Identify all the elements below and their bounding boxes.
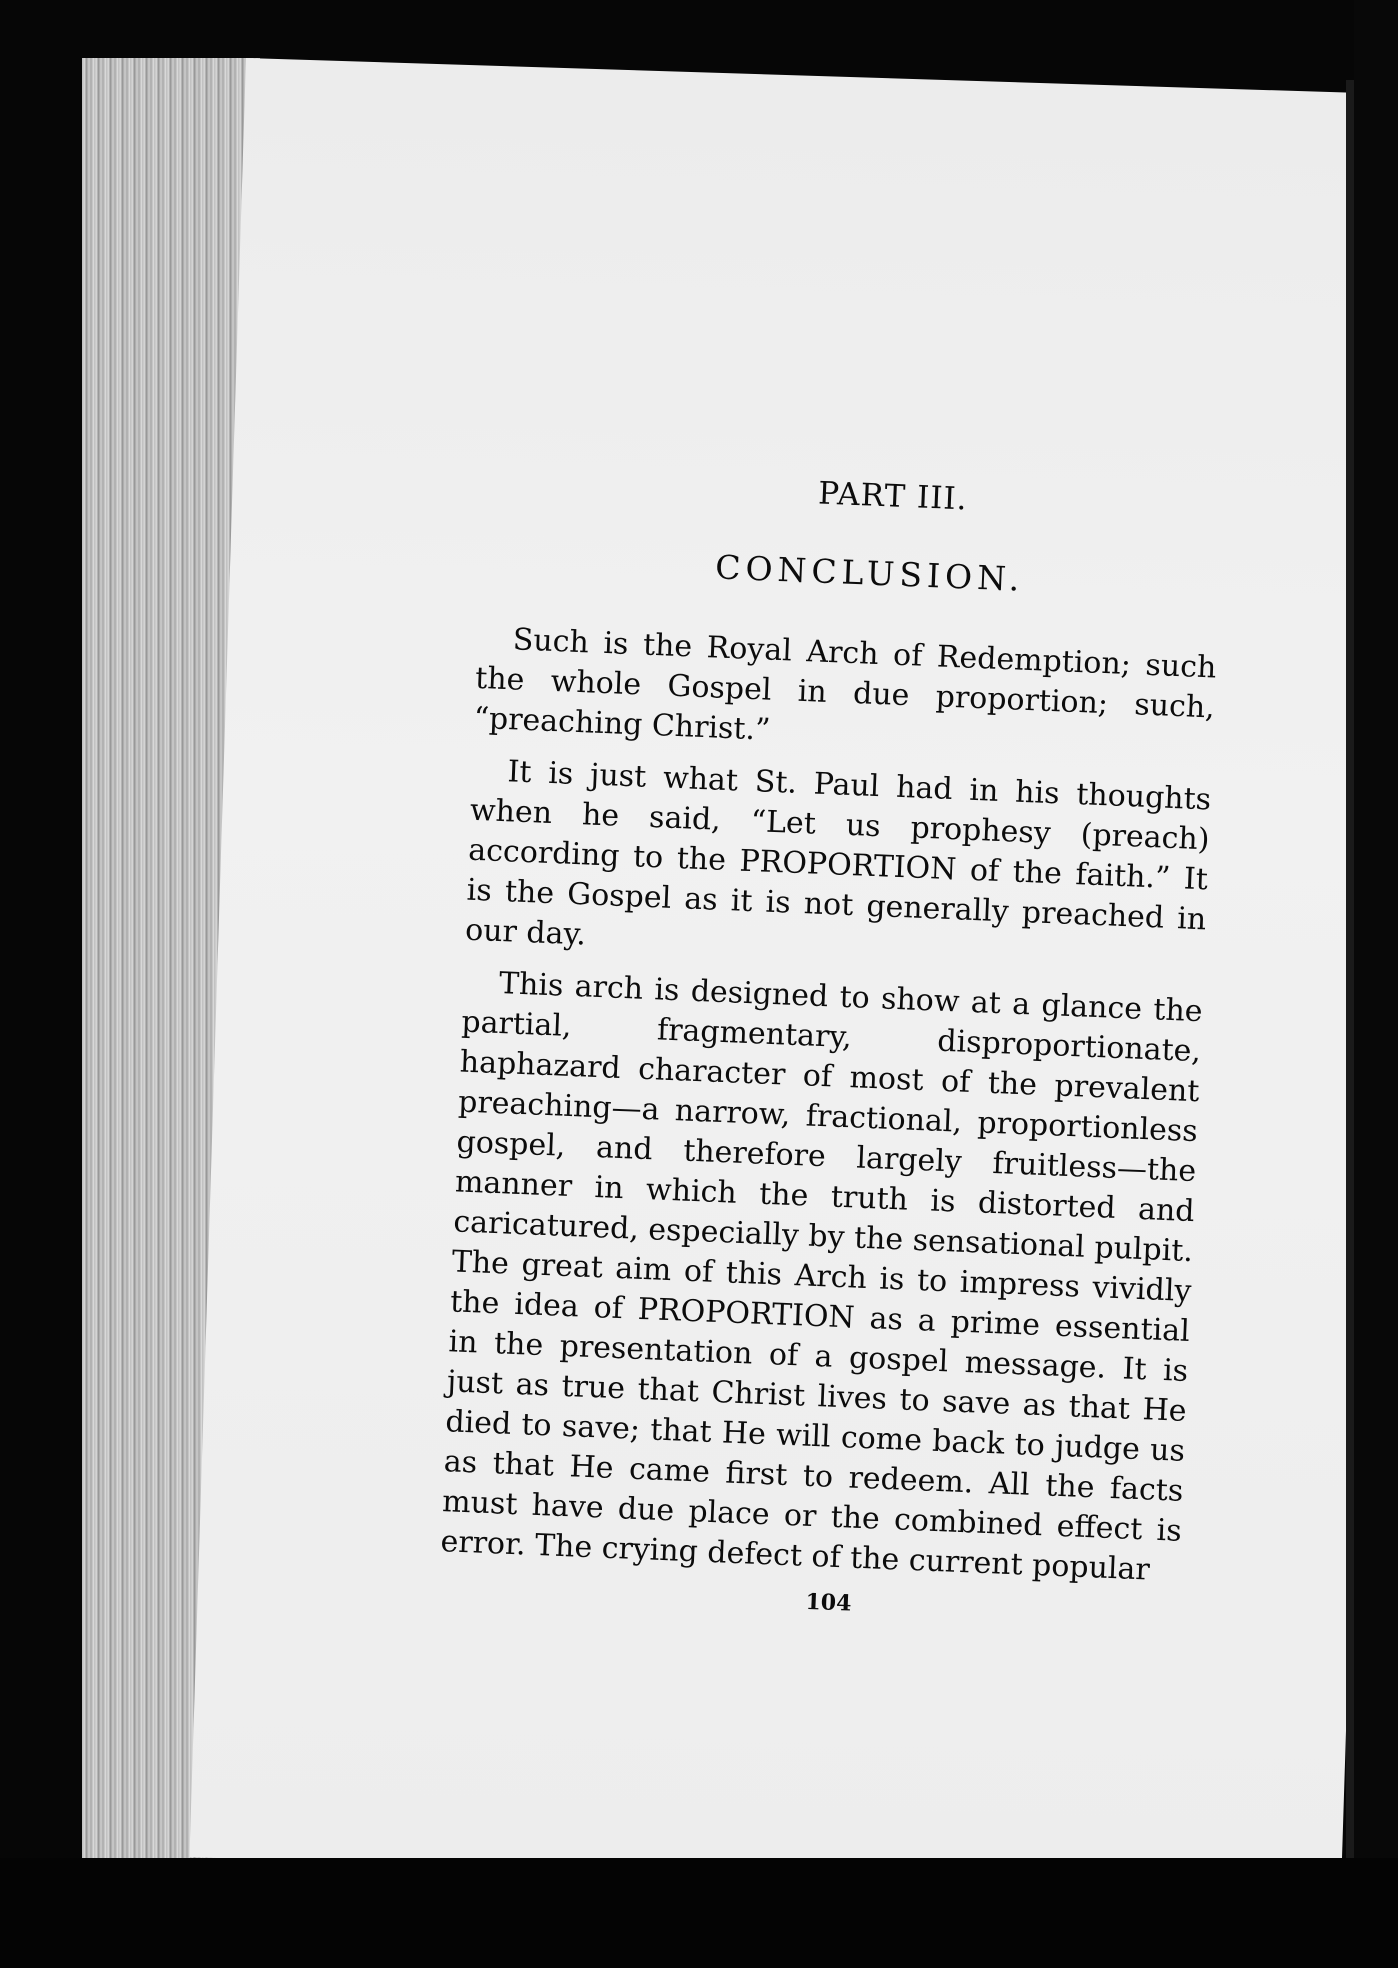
bottom-shadow [0,1858,1398,1968]
page-gutter-edge [1346,80,1354,1860]
chapter-heading: CONCLUSION. [714,547,1026,599]
page-number: 104 [805,1588,852,1617]
part-heading: PART III. [817,475,969,518]
paragraph-1: Such is the Royal Arch of Redemption; such the whole Gospel in due proportion; such, “preaching Christ.” [473,622,1218,748]
right-shadow [1354,0,1398,1968]
paragraph-2: It is just what St. Paul had in his thoughts when he said, “Let us prophesy (preach) according to the PROPORTION of the faith.” It is the Gospel as it is not generally preached in our day. [464,754,1212,953]
page-text-block [438,462,1223,1630]
paragraph-3: This arch is designed to show at a glance the partial, fragmentary, disproportionate, haphazard character of most of the prevalent preaching—a narrow, fractional, proportionless gospel, and therefore largely fruitless—the manner in which the truth is distorted and caricatured, especially by the sensational pulpit. The great aim of this Arch is to impress vividly the idea of PROPORTION as a prime essential in the presentation of a gospel message. It is just as true that Christ lives to save as that He died to save; that He will come back to judge us as that He came first to redeem. All the facts must have due place or the combined effect is error. The crying defect of the current popular [439,966,1204,1588]
